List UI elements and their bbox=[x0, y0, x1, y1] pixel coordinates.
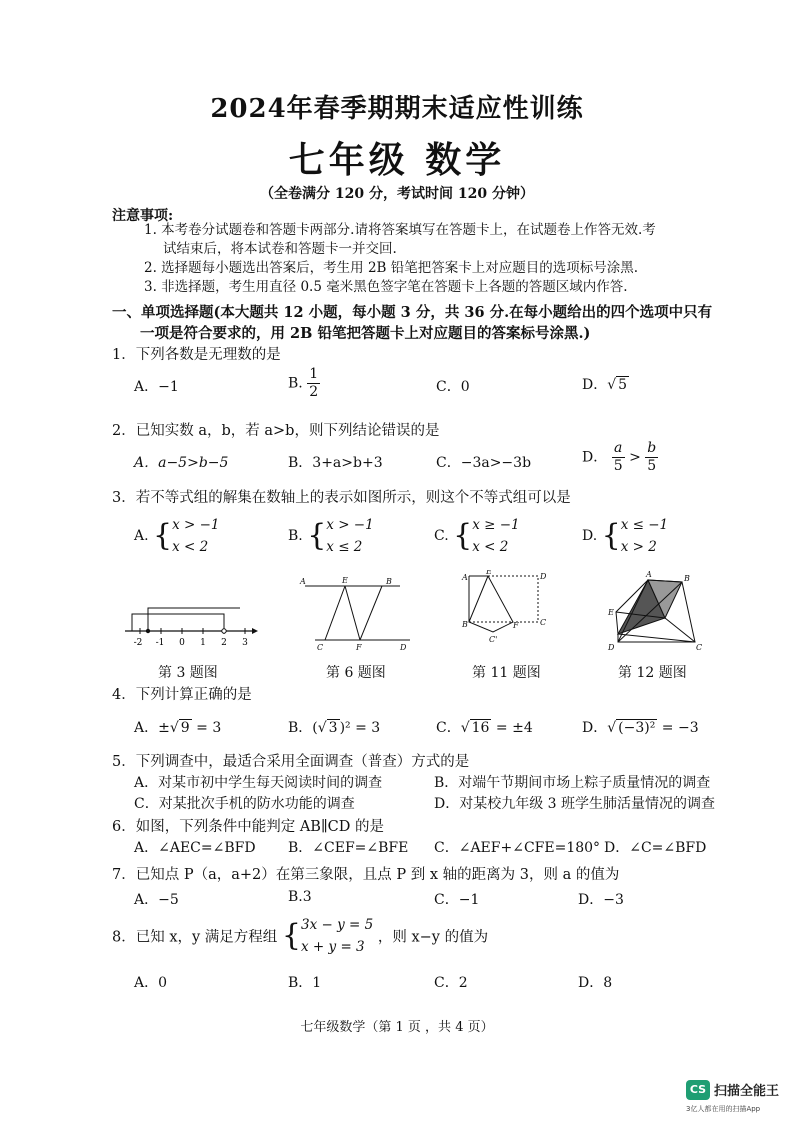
section-heading-line1: 一、单项选择题(本大题共 12 小题，每小题 3 分，共 36 分.在每小题给出的四个选项中只有 bbox=[112, 304, 713, 321]
q3-b-system bbox=[326, 514, 373, 558]
q1-option-d: D．√ 5 bbox=[582, 377, 628, 393]
q8-option-c: C．2 bbox=[434, 975, 468, 991]
q4-c-rad: 16 bbox=[471, 720, 490, 736]
q4-a-pre: A．± bbox=[134, 720, 170, 736]
q8-brace: { bbox=[281, 918, 302, 953]
q4-a-rad: 9 bbox=[180, 720, 190, 736]
q1-option-b bbox=[288, 366, 320, 401]
caption-fig12: 第 12 题图 bbox=[618, 665, 687, 681]
q5-option-c: C．对某批次手机的防水功能的调查 bbox=[134, 796, 355, 812]
line-ec bbox=[325, 586, 345, 640]
q4-a-post: = 3 bbox=[191, 720, 222, 736]
line-bf bbox=[360, 586, 382, 640]
q8-stem-post: ，则 x−y 的值为 bbox=[377, 929, 489, 946]
q4-option-c: C．√ 16 = ±4 bbox=[436, 720, 533, 736]
q3-a-brace: { bbox=[153, 518, 173, 553]
fig11-label-f: F bbox=[513, 621, 519, 630]
q1-b-num: 1 bbox=[309, 366, 319, 382]
q7-stem: 7．已知点 P（a，a+2）在第三象限，且点 P 到 x 轴的距离为 3，则 a 的值为 bbox=[112, 867, 620, 883]
q4-d-post: = −3 bbox=[657, 720, 699, 736]
q3-d-l2: x > 2 bbox=[620, 539, 657, 555]
q3-a-system bbox=[172, 514, 219, 558]
q8-eq2: x + y = 3 bbox=[301, 939, 365, 955]
q1-option-c: C．0 bbox=[436, 379, 470, 395]
q6-option-a: A．∠AEC=∠BFD bbox=[134, 840, 256, 856]
number-line-figure bbox=[125, 608, 258, 648]
tick-label-m2: -2 bbox=[133, 638, 143, 648]
figure-11 bbox=[461, 570, 547, 644]
q6-option-b: B．∠CEF=∠BFE bbox=[288, 840, 409, 856]
q1-stem: 1．下列各数是无理数的是 bbox=[112, 347, 281, 363]
q4-option-b: B．(√ 3 )² = 3 bbox=[288, 720, 381, 736]
q3-d-l1: x ≤ −1 bbox=[620, 517, 669, 533]
q2-d-frac2 bbox=[645, 440, 658, 475]
q5-option-b: B．对端午节期间市场上粽子质量情况的调查 bbox=[434, 775, 711, 791]
q3-b-l2: x ≤ 2 bbox=[326, 539, 363, 555]
fig6-label-d: D bbox=[400, 643, 407, 652]
fig11-label-b: B bbox=[462, 620, 468, 629]
q4-stem: 4．下列计算正确的是 bbox=[112, 687, 252, 703]
fig11-label-c: C bbox=[540, 618, 547, 627]
q6-stem: 6．如图，下列条件中能判定 AB∥CD 的是 bbox=[112, 819, 384, 835]
q2-option-d bbox=[582, 440, 658, 475]
q2-d-num2: b bbox=[647, 440, 657, 456]
q4-option-d: D．√ (−3)² = −3 bbox=[582, 720, 699, 736]
q4-d-rad: (−3)² bbox=[618, 720, 656, 736]
notes-heading: 注意事项: bbox=[112, 208, 174, 224]
fig6-label-f: F bbox=[356, 643, 362, 652]
q3-c-l2: x < 2 bbox=[472, 539, 509, 555]
q6-option-c: C．∠AEF+∠CFE=180° bbox=[434, 840, 601, 856]
solution-ray-1 bbox=[148, 608, 240, 631]
tick-label-3: 3 bbox=[242, 638, 248, 648]
q7-option-a: A．−5 bbox=[134, 892, 179, 908]
closed-dot bbox=[146, 629, 150, 633]
figure-12 bbox=[607, 570, 702, 652]
triangle-ebf bbox=[469, 576, 513, 632]
q4-d-pre: D． bbox=[582, 720, 608, 736]
q1-option-b-label: B. bbox=[288, 375, 303, 392]
q2-option-c: C．−3a>−3b bbox=[436, 455, 532, 471]
q3-option-b bbox=[288, 514, 374, 558]
q3-option-d bbox=[582, 514, 668, 558]
line-ef bbox=[345, 586, 360, 640]
q8-option-b: B．1 bbox=[288, 975, 322, 991]
figure-6 bbox=[299, 576, 410, 652]
q3-option-c bbox=[434, 514, 520, 558]
fig12-label-b: B bbox=[684, 574, 690, 583]
fig6-label-e: E bbox=[342, 576, 348, 585]
q1-d-radicand: 5 bbox=[618, 377, 628, 393]
exam-subject: 七年级 数学 bbox=[288, 139, 506, 181]
q3-a-label: A. bbox=[134, 528, 149, 544]
caption-fig6: 第 6 题图 bbox=[326, 665, 386, 681]
scanner-logo-icon: CS bbox=[686, 1080, 710, 1100]
q3-a-l1: x > −1 bbox=[172, 517, 220, 533]
q8-option-a: A．0 bbox=[134, 975, 168, 991]
caption-fig11: 第 11 题图 bbox=[472, 665, 541, 681]
tick-label-0: 0 bbox=[179, 638, 185, 648]
diag-dc bbox=[618, 634, 695, 642]
q4-option-a: A．±√ 9 = 3 bbox=[134, 720, 222, 736]
q8-stem bbox=[112, 914, 488, 958]
fig6-label-b: B bbox=[386, 577, 392, 586]
fig11-label-e: E bbox=[486, 570, 492, 576]
q4-b-rad: 3 bbox=[328, 720, 338, 736]
q8-eq1: 3x − y = 5 bbox=[301, 917, 374, 933]
q8-system bbox=[301, 914, 373, 958]
open-dot bbox=[222, 629, 226, 633]
q1-option-b-fraction bbox=[307, 366, 320, 401]
q1-b-den: 2 bbox=[309, 384, 319, 400]
fig12-label-d: D bbox=[608, 643, 615, 652]
q3-c-l1: x ≥ −1 bbox=[472, 517, 520, 533]
q2-d-label: D． bbox=[582, 449, 608, 466]
q4-b-post: )² = 3 bbox=[339, 720, 381, 736]
fig6-label-a: A bbox=[300, 577, 306, 586]
figures-row bbox=[120, 570, 720, 662]
caption-fig3: 第 3 题图 bbox=[158, 665, 218, 681]
fig12-label-c: C bbox=[696, 643, 703, 652]
q7-option-b: B.3 bbox=[288, 889, 312, 905]
scanner-app-name: 扫描全能王 bbox=[714, 1084, 780, 1099]
note-line-1b: 试结束后，将本试卷和答题卡一并交回. bbox=[163, 241, 397, 257]
q6-option-d: D．∠C=∠BFD bbox=[604, 840, 707, 856]
fig12-label-a: A bbox=[646, 570, 652, 579]
q2-option-a: A．a−5>b−5 bbox=[134, 455, 229, 471]
fig11-label-d: D bbox=[540, 572, 547, 581]
tick-label-1: 1 bbox=[200, 638, 206, 648]
q5-option-a: A．对某市初中学生每天阅读时间的调查 bbox=[134, 775, 383, 791]
section-heading-line2: 一项是符合要求的，用 2B 铅笔把答题卡上对应题目的答案标号涂黑.) bbox=[140, 325, 591, 342]
number-line-arrow bbox=[252, 628, 258, 634]
fig6-label-c: C bbox=[317, 643, 324, 652]
q5-option-d: D．对某校九年级 3 班学生肺活量情况的调查 bbox=[434, 796, 716, 812]
tick-label-m1: -1 bbox=[155, 638, 165, 648]
q2-d-den2: 5 bbox=[647, 458, 657, 474]
q3-option-a bbox=[134, 514, 220, 558]
q5-stem: 5．下列调查中，最适合采用全面调查（普查）方式的是 bbox=[112, 754, 470, 770]
exam-title: 2024年春季期期末适应性训练 bbox=[210, 94, 584, 124]
q3-a-l2: x < 2 bbox=[172, 539, 209, 555]
fig11-label-a: A bbox=[462, 573, 468, 582]
fig12-label-e: E bbox=[608, 608, 614, 617]
solution-ray-2 bbox=[132, 614, 224, 631]
q7-option-d: D．−3 bbox=[578, 892, 624, 908]
page-footer: 七年级数学（第 1 页 ，共 4 页） bbox=[300, 1020, 494, 1035]
exam-subtitle: （全卷满分 120 分，考试时间 120 分钟） bbox=[260, 186, 534, 202]
note-line-2: 2. 选择题每小题选出答案后，考生用 2B 铅笔把答案卡上对应题目的选项标号涂黑. bbox=[144, 260, 639, 276]
q3-d-system bbox=[621, 514, 668, 558]
q3-b-label: B. bbox=[288, 528, 303, 544]
q2-option-b: B．3+a>b+3 bbox=[288, 455, 383, 471]
q1-option-a: A．−1 bbox=[134, 379, 179, 395]
q8-stem-pre: 8．已知 x，y 满足方程组 bbox=[112, 929, 278, 946]
q3-d-label: D. bbox=[582, 528, 598, 544]
q4-c-pre: C． bbox=[436, 720, 461, 736]
q3-b-brace: { bbox=[307, 518, 327, 553]
q4-b-pre: B．( bbox=[288, 720, 318, 736]
scanner-slogan: 3亿人都在用的扫描App bbox=[686, 1105, 761, 1113]
q2-d-op: > bbox=[629, 449, 641, 466]
q1-d-label: D． bbox=[582, 377, 608, 393]
q2-stem: 2．已知实数 a，b，若 a>b，则下列结论错误的是 bbox=[112, 423, 440, 439]
q2-d-den1: 5 bbox=[613, 458, 623, 474]
fig11-label-c-prime: C' bbox=[489, 635, 498, 644]
q8-option-d: D．8 bbox=[578, 975, 613, 991]
q7-option-c: C．−1 bbox=[434, 892, 480, 908]
q3-c-label: C. bbox=[434, 528, 449, 544]
q3-c-system bbox=[472, 514, 519, 558]
q3-d-brace: { bbox=[601, 518, 621, 553]
note-line-3: 3. 非选择题，考生用直径 0.5 毫米黑色签字笔在答题卡上各题的答题区域内作答. bbox=[144, 279, 628, 295]
q3-c-brace: { bbox=[453, 518, 473, 553]
section-heading bbox=[112, 302, 732, 344]
folded-edge bbox=[488, 576, 538, 622]
q2-d-num1: a bbox=[612, 440, 625, 458]
q2-d-frac1 bbox=[612, 440, 625, 475]
q4-c-post: = ±4 bbox=[491, 720, 533, 736]
q3-b-l1: x > −1 bbox=[326, 517, 374, 533]
q3-stem: 3．若不等式组的解集在数轴上的表示如图所示，则这个不等式组可以是 bbox=[112, 490, 571, 506]
note-line-1: 1. 本考卷分试题卷和答题卡两部分.请将答案填写在答题卡上，在试题卷上作答无效.考 bbox=[144, 222, 656, 238]
tick-label-2: 2 bbox=[221, 638, 227, 648]
